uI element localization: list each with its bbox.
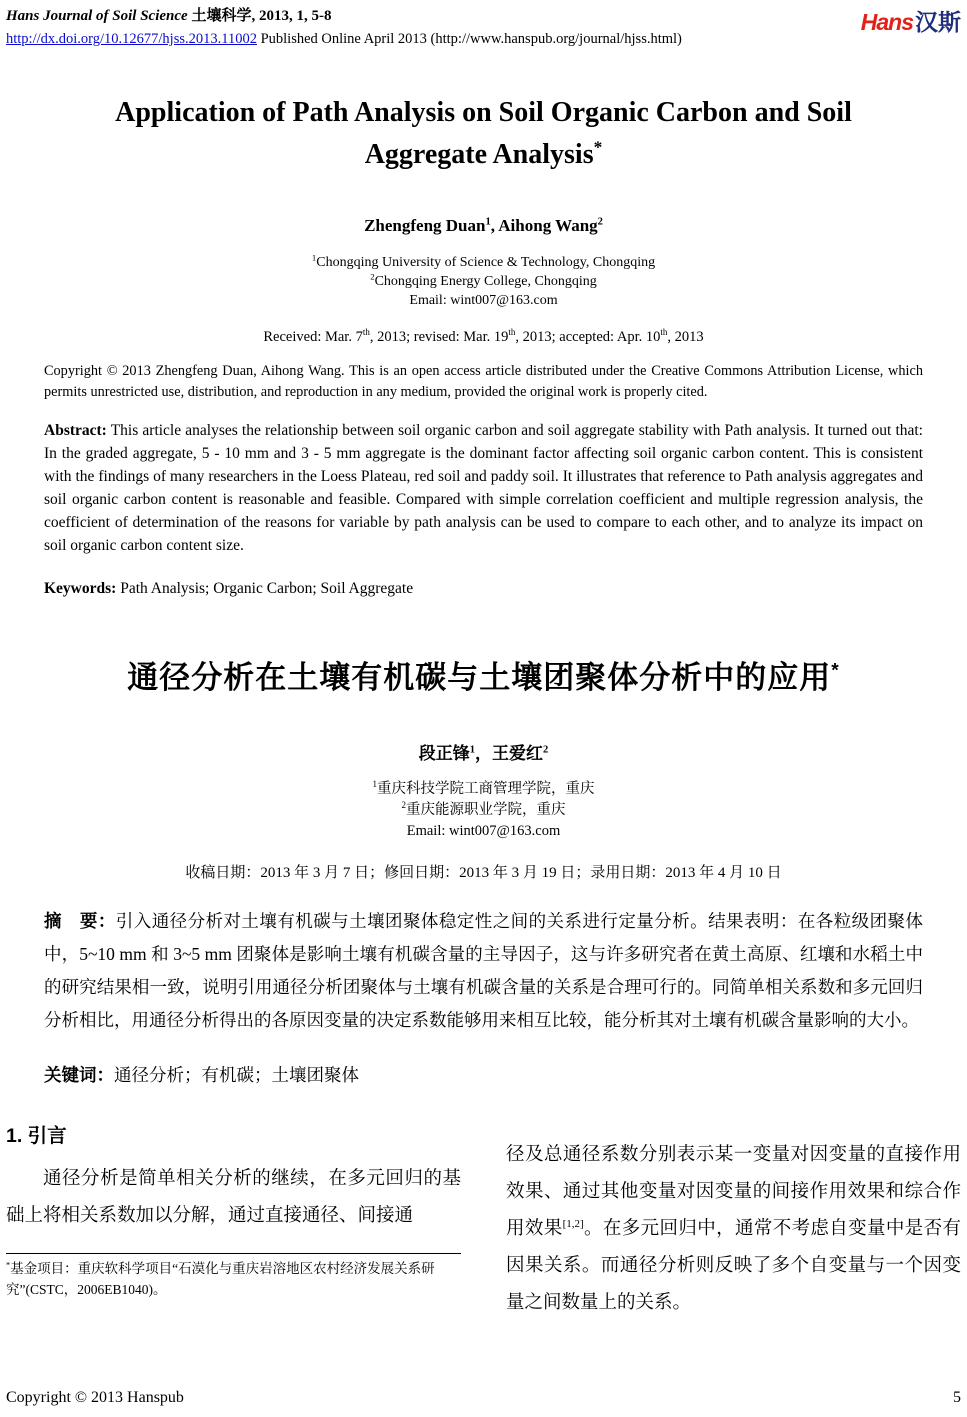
published-note: Published Online April 2013 (http://www.hanspub.org/journal/hjss.html) (260, 30, 682, 47)
intro-right-text-cont: 。在多元回归中，通常不考虑自变量中是否有因果关系。而通径分析则反映了多个自变量与一个因变量之间数量上的关系。 (506, 1218, 961, 1313)
abstract-label-cn: 摘 要： (44, 910, 116, 931)
copyright-note: Copyright © 2013 Zhengfeng Duan, Aihong Wang. This is an open access article distributed under the Creative Commons Attribution License, which permits unrestricted use, distribution, and reproduction in any medium, provided the original work is properly cited. (44, 362, 923, 401)
affiliation-1-sup: 1 (311, 252, 317, 263)
affiliation-2-en (6, 272, 961, 291)
intro-paragraph-left: 通径分析是简单相关分析的继续，在多元回归的基础上将相关系数加以分解，通过直接通径、间接通 (6, 1168, 461, 1226)
funding-footnote (6, 1253, 461, 1300)
affiliation-2-text-cn: 重庆能源职业学院，重庆 (406, 801, 566, 818)
affiliation-2-text: Chongqing Energy College, Chongqing (374, 273, 597, 289)
author-1-name-cn: 段正锋 (418, 743, 470, 763)
footnote-text: 基金项目：重庆软科学项目“石漠化与重庆岩溶地区农村经济发展关系研究”(CSTC，2006EB1040)。 (6, 1261, 435, 1298)
email-line-en: Email: wint007@163.com (409, 292, 558, 308)
affiliation-2-sup: 2 (370, 271, 375, 282)
article-title-cn (6, 652, 961, 697)
section-1-heading: 1. 引言 (6, 1124, 67, 1147)
article-title-en (59, 92, 909, 176)
received-sup: th (362, 326, 370, 337)
received-seg: , 2013; revised: Mar. 19 (369, 328, 509, 345)
left-column (6, 1120, 461, 1341)
author-1-sup: 1 (485, 216, 491, 228)
abstract-label-en: Abstract: (44, 421, 107, 439)
received-seg: , 2013; accepted: Apr. 10 (515, 328, 661, 345)
authors-cn (6, 739, 961, 764)
citation-1-2[interactable]: [1,2] (562, 1217, 584, 1230)
doi-link[interactable]: http://dx.doi.org/10.12677/hjss.2013.11002 (6, 30, 257, 47)
abstract-zone-cn (6, 905, 961, 1087)
author-2-sup-cn: 2 (543, 744, 549, 756)
affiliation-2-sup-cn: 2 (401, 799, 406, 810)
received-seg: Received: Mar. 7 (263, 328, 363, 345)
journal-name-en: Hans Journal of Soil Science (6, 8, 188, 24)
authors-en (6, 216, 961, 236)
footnote-marker: * (6, 1260, 11, 1270)
abstract-text-en: This article analyses the relationship between soil organic carbon and soil aggregate stability with Path analysis. It turned out that: In the graded aggregate, 5 - 10 mm and 3 - 5 mm aggregate is the dominant factor affecting soil organic carbon content. This is consistent with the findings of many researchers in the Loess Plateau, red soil and paddy soil. It illustrates that reference to Path analysis aggregates and soil organic carbon content is reasonable and feasible. Compared with simple correlation coefficient and multiple regression analysis, the coefficient of determination of the reasons for variable by path analysis can be used to compare to each other, and to analyze its impact on soil organic carbon content size. (44, 421, 923, 554)
keywords-en (44, 580, 923, 598)
abstract-cn (44, 905, 923, 1037)
affiliation-1-cn (6, 779, 961, 800)
author-2-name-cn: ，王爱红 (475, 743, 543, 763)
journal-title-line (6, 6, 682, 28)
page-footer (6, 1389, 961, 1407)
page-header (6, 6, 961, 50)
doi-line (6, 29, 682, 50)
title-cn-footnote-marker: * (831, 660, 840, 682)
keywords-cn (44, 1062, 923, 1087)
keywords-text-cn: 通径分析；有机碳；土壤团聚体 (114, 1064, 359, 1085)
keywords-label-en: Keywords: (44, 579, 117, 597)
affiliation-1-text: Chongqing University of Science & Technology, Chongqing (316, 254, 656, 270)
author-2-sup: 2 (597, 216, 603, 228)
logo-chinese-text: 汉斯 (915, 9, 961, 35)
affiliation-1-text-cn: 重庆科技学院工商管理学院，重庆 (377, 780, 595, 797)
article-title-en-text: Application of Path Analysis on Soil Organic Carbon and Soil Aggregate Analysis (115, 96, 852, 170)
author-1-sup-cn: 1 (469, 744, 475, 756)
two-column-body (6, 1120, 961, 1341)
affiliations-en (6, 253, 961, 310)
received-seg: , 2013 (667, 328, 704, 345)
intro-paragraph-right (506, 1120, 961, 1322)
journal-name-cn: 土壤科学, 2013, 1, 5-8 (191, 8, 332, 24)
affiliations-cn (6, 779, 961, 842)
email-line-cn: Email: wint007@163.com (406, 822, 561, 839)
title-footnote-marker: * (593, 137, 603, 157)
author-1-name: Zhengfeng Duan (364, 215, 486, 235)
received-sup: th (508, 326, 516, 337)
abstract-zone (6, 361, 961, 598)
footer-copyright: Copyright © 2013 Hanspub (6, 1389, 184, 1406)
author-2-name: , Aihong Wang (490, 215, 598, 235)
page-number: 5 (953, 1389, 961, 1406)
affiliation-2-cn (6, 800, 961, 821)
received-sup: th (660, 326, 668, 337)
journal-info (6, 6, 682, 50)
article-title-cn-text: 通径分析在土壤有机碳与土壤团聚体分析中的应用 (127, 659, 832, 695)
abstract-text-cn: 引入通径分析对土壤有机碳与土壤团聚体稳定性之间的关系进行定量分析。结果表明：在各粒级团聚体中，5~10 mm 和 3~5 mm 团聚体是影响土壤有机碳含量的主导因子，这与许多研究者在黄土高原、红壤和水稻土中的研究结果相一致，说明引用通径分析团聚体与土壤有机碳含量的关系是合理可行的。同简单相关系数和多元回归分析相比，用通径分析得出的各原因变量的决定系数能够用来相互比较，能分析其对土壤有机碳含量影响的大小。 (44, 910, 924, 1030)
affiliation-1-en (6, 253, 961, 272)
hanspub-logo (861, 4, 961, 37)
received-dates-cn: 收稿日期：2013 年 3 月 7 日；修回日期：2013 年 3 月 19 日；录用日期：2013 年 4 月 10 日 (185, 864, 782, 881)
column-gap (461, 1120, 506, 1341)
abstract-en (44, 419, 923, 557)
received-dates-en (6, 326, 961, 346)
affiliation-1-sup-cn: 1 (372, 778, 377, 789)
right-column (506, 1120, 961, 1341)
keywords-label-cn: 关键词： (44, 1064, 114, 1085)
intro-right-text: 径及总通径系数分别表示某一变量对因变量的直接作用效果、通过其他变量对因变量的间接作用效果和综合作用效果 (506, 1144, 961, 1239)
logo-hans-text: Hans (860, 9, 913, 35)
keywords-text-en: Path Analysis; Organic Carbon; Soil Aggregate (116, 579, 414, 597)
